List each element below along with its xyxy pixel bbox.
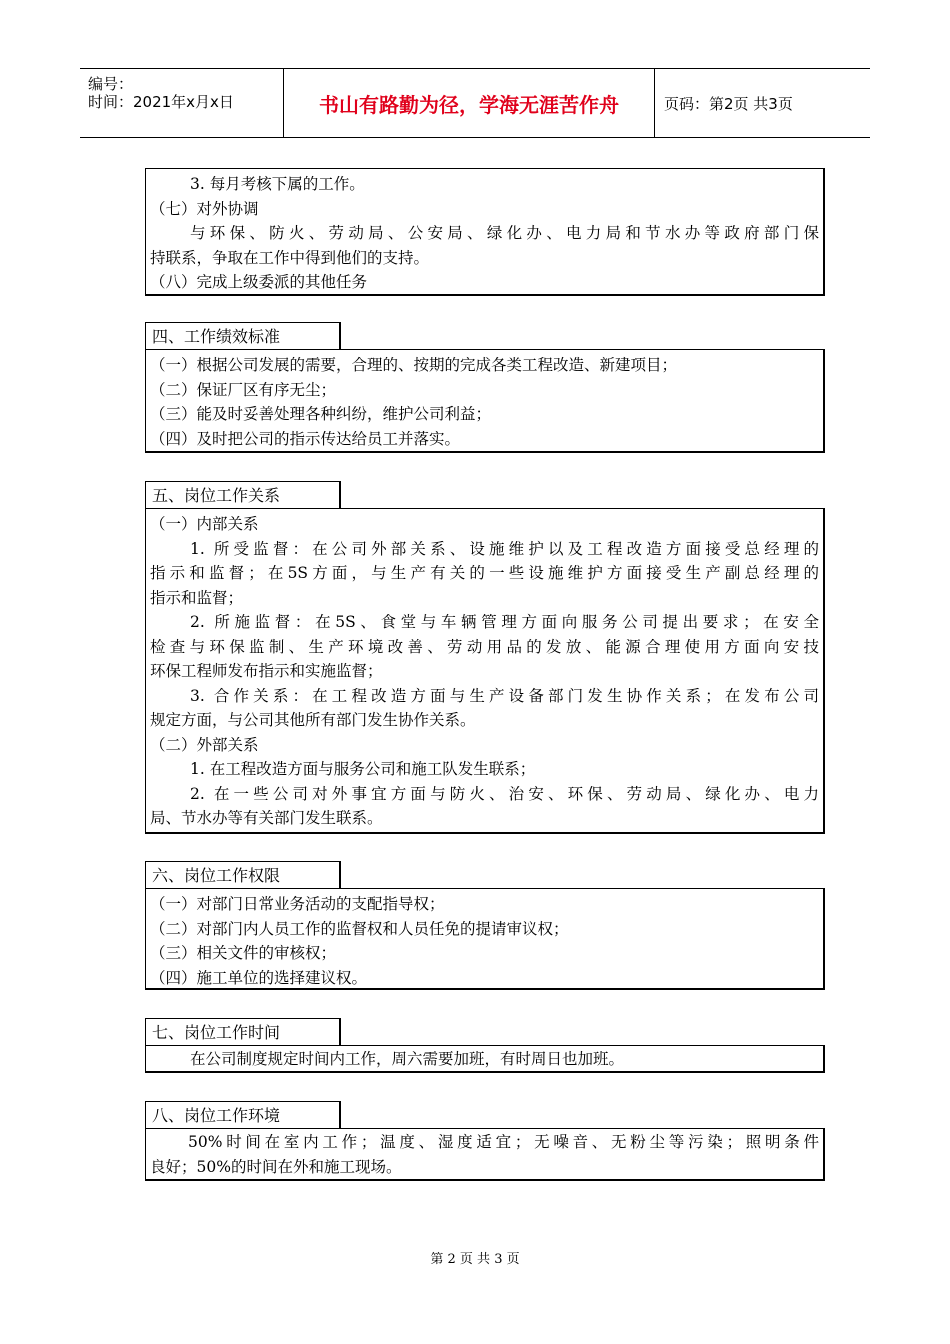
list-item: 2. 在一些公司对外事宜方面与防火、治安、环保、劳动局、绿化办、电力 [190,784,819,803]
section-title-environment: 八、岗位工作环境 [145,1101,341,1128]
section-box-hours [145,1045,825,1073]
list-item: 2. 所施监督：在5S、食堂与车辆管理方面向服务公司提出要求；在安全 [190,613,819,631]
header-meta [80,69,283,137]
list-item: （四）施工单位的选择建议权。 [150,968,368,987]
section-box-relations [145,508,825,834]
list-item: 局、节水办等有关部门发生联系。 [150,809,383,827]
section-box-authority [145,888,825,990]
list-item: 指示和监督； [150,588,244,607]
list-item: （一）对部门日常业务活动的支配指导权； [150,895,445,913]
intro-line: 与环保、防火、劳动局、公安局、绿化办、电力局和节水办等政府部门保 [190,224,819,242]
page-header [80,68,870,138]
intro-line: （八）完成上级委派的其他任务 [150,273,368,291]
list-item: （一）内部关系 [150,515,259,533]
list-item: 检查与环保监制、生产环境改善、劳动用品的发放、能源合理使用方面向安技 [150,637,819,656]
intro-line: 3. 每月考核下属的工作。 [190,175,365,193]
list-item: （三）能及时妥善处理各种纠纷，维护公司利益； [150,405,492,423]
document-date: 时间：2021年x月x日 [88,93,234,111]
list-item: 50%时间在室内工作；温度、湿度适宜；无噪音、无粉尘等污染；照明条件 [188,1133,819,1151]
list-item: 1. 在工程改造方面与服务公司和施工队发生联系； [190,760,536,778]
header-page-number: 页码：第2页 共3页 [664,94,793,113]
list-item: 在公司制度规定时间内工作，周六需要加班，有时周日也加班。 [190,1050,625,1068]
list-item: 1. 所受监督：在公司外部关系、设施维护以及工程改造方面接受总经理的 [190,539,819,558]
section-title-authority: 六、岗位工作权限 [145,861,341,888]
section-title-hours: 七、岗位工作时间 [145,1018,341,1045]
section-box-environment [145,1128,825,1181]
list-item: （二）对部门内人员工作的监督权和人员任免的提请审议权； [150,919,569,938]
list-item: 环保工程师发布指示和实施监督； [150,662,383,680]
list-item: 3. 合作关系：在工程改造方面与生产设备部门发生协作关系；在发布公司 [190,686,819,705]
list-item: （二）外部关系 [150,735,259,754]
intro-line: （七）对外协调 [150,199,259,218]
list-item: （三）相关文件的审核权； [150,944,337,962]
intro-box [145,168,825,296]
list-item: 良好；50%的时间在外和施工现场。 [150,1157,402,1176]
section-box-performance [145,349,825,453]
intro-line: 持联系，争取在工作中得到他们的支持。 [150,248,430,267]
header-motto: 书山有路勤为径，学海无涯苦作舟 [283,69,655,137]
list-item: （二）保证厂区有序无尘； [150,380,337,399]
list-item: （一）根据公司发展的需要，合理的、按期的完成各类工程改造、新建项目； [150,356,678,374]
list-item: （四）及时把公司的指示传达给员工并落实。 [150,429,461,448]
document-number-label: 编号： [88,75,134,93]
list-item: 指示和监督；在5S方面，与生产有关的一些设施维护方面接受生产副总经理的 [150,564,819,582]
page-footer: 第 2 页 共 3 页 [430,1252,520,1267]
list-item: 规定方面，与公司其他所有部门发生协作关系。 [150,711,476,729]
section-title-relations: 五、岗位工作关系 [145,481,341,508]
section-title-performance: 四、工作绩效标准 [145,322,341,349]
